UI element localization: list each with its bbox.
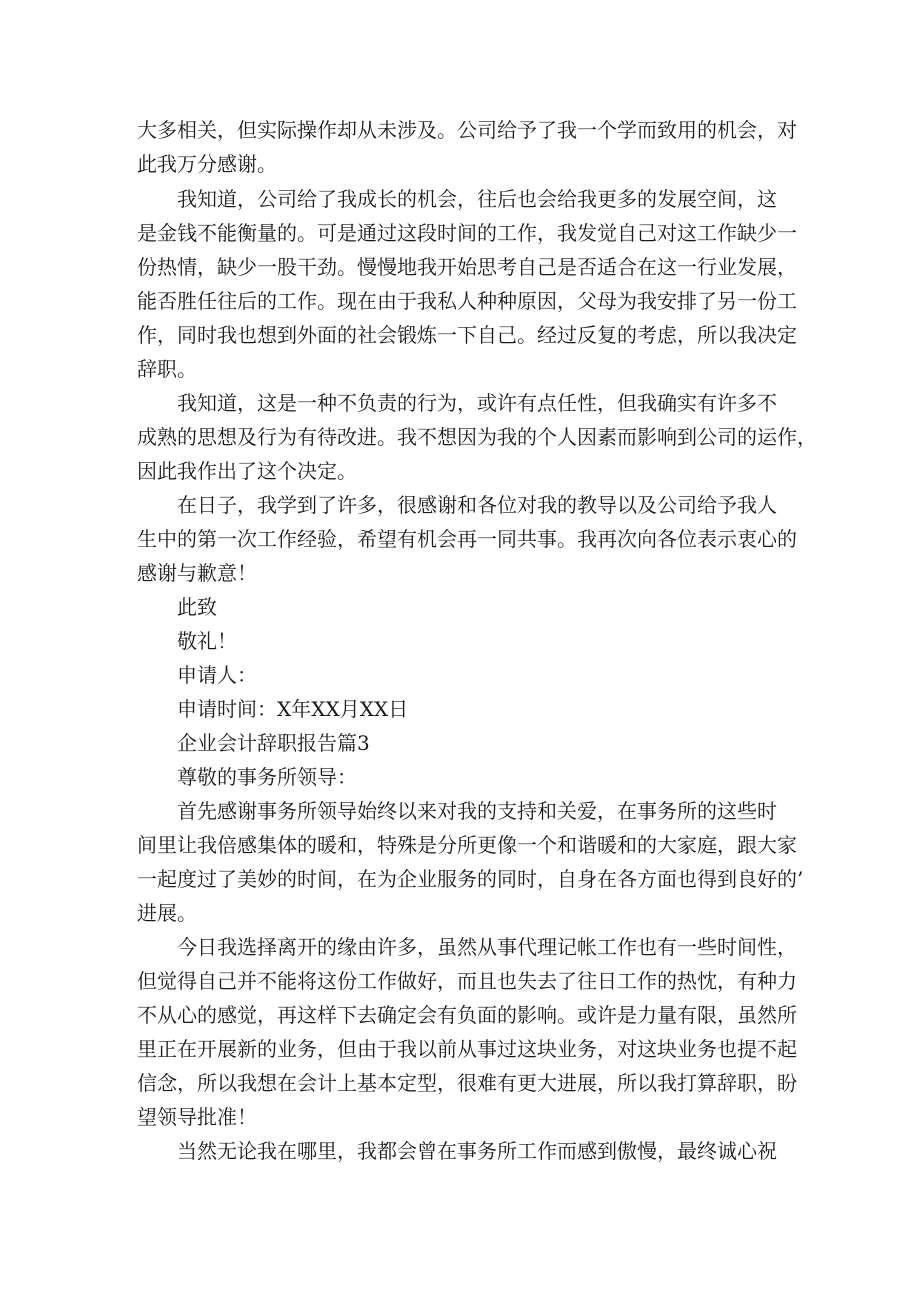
- text-line: 我知道，公司给了我成长的机会，往后也会给我更多的发展空间，这: [177, 187, 777, 211]
- text-line: 能否胜任往后的工作。现在由于我私人种种原因，父母为我安排了另一份工: [137, 289, 797, 313]
- text-line: 我知道，这是一种不负责的行为，或许有点任性，但我确实有许多不: [177, 391, 777, 415]
- text-line: 进展。: [137, 901, 197, 925]
- text-line: 在日子，我学到了许多，很感谢和各位对我的教导以及公司给予我人: [177, 493, 777, 517]
- text-line: 辞职。: [137, 357, 197, 381]
- text-line: 望领导批准！: [137, 1105, 257, 1129]
- salutation: 尊敬的事务所领导：: [177, 765, 357, 789]
- text-line: 成熟的思想及行为有待改进。我不想因为我的个人因素而影响到公司的运作，: [137, 425, 817, 449]
- text-line: 因此我作出了这个决定。: [137, 459, 357, 483]
- text-line: 信念，所以我想在会计上基本定型，很难有更大进展，所以我打算辞职，盼: [137, 1071, 797, 1095]
- text-line: 作，同时我也想到外面的社会锻炼一下自己。经过反复的考虑，所以我决定: [137, 323, 797, 347]
- text-line: 今日我选择离开的缘由许多，虽然从事代理记帐工作也有一些时间性，: [177, 935, 797, 959]
- text-line: 不从心的感觉，再这样下去确定会有负面的影响。或许是力量有限，虽然所: [137, 1003, 797, 1027]
- text-line: 生中的第一次工作经验，希望有机会再一同共事。我再次向各位表示衷心的: [137, 527, 797, 551]
- text-line: 感谢与歉意！: [137, 561, 257, 585]
- text-line: 首先感谢事务所领导始终以来对我的支持和关爱，在事务所的这些时: [177, 799, 777, 823]
- text-line: 申请人：: [177, 663, 257, 687]
- text-line: 申请时间：X年XX月XX日: [177, 697, 409, 721]
- text-line: 当然无论我在哪里，我都会曾在事务所工作而感到傲慢，最终诚心祝: [177, 1139, 777, 1163]
- text-line: 份热情，缺少一股干劲。慢慢地我开始思考自己是否适合在这一行业发展，: [137, 255, 797, 279]
- text-line: 大多相关，但实际操作却从未涉及。公司给予了我一个学而致用的机会，对: [137, 118, 797, 142]
- text-line: 一起度过了美妙的时间，在为企业服务的同时，自身在各方面也得到良好的’: [137, 867, 804, 891]
- text-line: 间里让我倍感集体的暖和，特殊是分所更像一个和谐暖和的大家庭，跟大家: [137, 833, 797, 857]
- text-line: 敬礼！: [177, 629, 237, 653]
- text-line: 此致: [177, 595, 217, 619]
- text-line: 里正在开展新的业务，但由于我以前从事过这块业务，对这块业务也提不起: [137, 1037, 797, 1061]
- text-line: 此我万分感谢。: [137, 152, 277, 176]
- text-line: 但觉得自己并不能将这份工作做好，而且也失去了往日工作的热忱，有种力: [137, 969, 797, 993]
- section-heading: 企业会计辞职报告篇3: [177, 731, 370, 755]
- text-line: 是金钱不能衡量的。可是通过这段时间的工作，我发觉自己对这工作缺少一: [137, 221, 797, 245]
